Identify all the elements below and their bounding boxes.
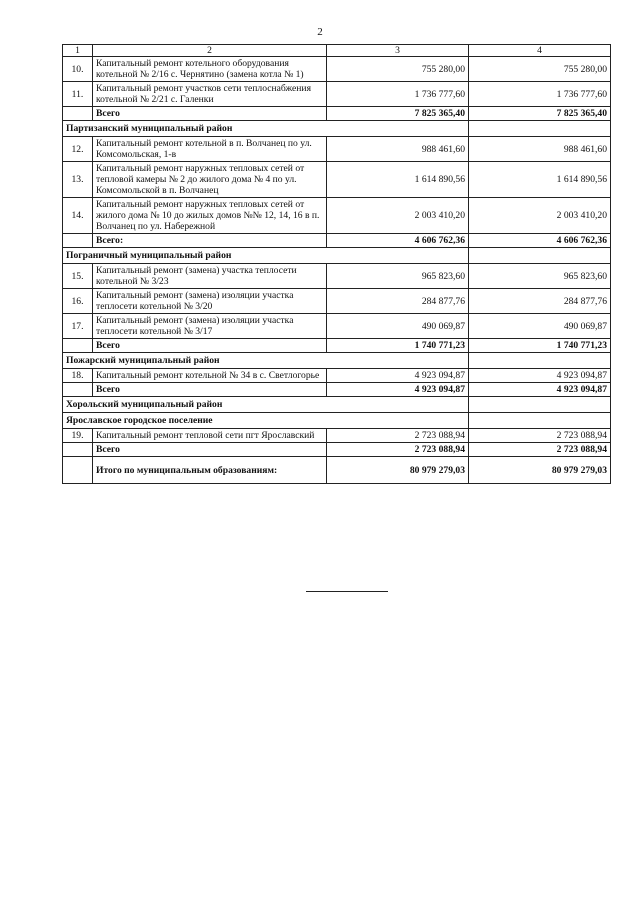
amount-col4: 988 461,60 xyxy=(469,137,611,162)
empty-cell xyxy=(469,397,611,413)
subtotal-row xyxy=(63,383,611,397)
total-col3: 7 825 365,40 xyxy=(327,107,469,121)
work-description: Капитальный ремонт (замена) участка теплосети котельной № 3/23 xyxy=(93,264,327,289)
table-row xyxy=(63,198,611,234)
work-description: Капитальный ремонт котельного оборудования котельной № 2/16 с. Чернятино (замена котла № 1) xyxy=(93,57,327,82)
column-header: 4 xyxy=(469,45,611,57)
row-number: 17. xyxy=(63,314,93,339)
page-number: 2 xyxy=(317,26,323,38)
amount-col4: 1 736 777,60 xyxy=(469,82,611,107)
amount-col3: 2 003 410,20 xyxy=(327,198,469,234)
amount-col4: 2 003 410,20 xyxy=(469,198,611,234)
row-number: 13. xyxy=(63,162,93,198)
subtotal-row xyxy=(63,107,611,121)
table-row xyxy=(63,162,611,198)
work-description: Капитальный ремонт котельной № 34 в с. Светлогорье xyxy=(93,369,327,383)
amount-col3: 284 877,76 xyxy=(327,289,469,314)
row-number: 18. xyxy=(63,369,93,383)
empty-cell xyxy=(63,339,93,353)
table-row xyxy=(63,369,611,383)
total-col4: 4 923 094,87 xyxy=(469,383,611,397)
table-row xyxy=(63,429,611,443)
total-col4: 7 825 365,40 xyxy=(469,107,611,121)
amount-col3: 988 461,60 xyxy=(327,137,469,162)
total-col3: 2 723 088,94 xyxy=(327,443,469,457)
row-number: 16. xyxy=(63,289,93,314)
amount-col4: 965 823,60 xyxy=(469,264,611,289)
work-description: Капитальный ремонт наружных тепловых сетей от тепловой камеры № 2 до жилого дома № 4 по ул. Комсомольской в п. Волчанец xyxy=(93,162,327,198)
table-body xyxy=(63,45,611,484)
row-number: 15. xyxy=(63,264,93,289)
total-label: Всего: xyxy=(93,234,327,248)
amount-col4: 490 069,87 xyxy=(469,314,611,339)
amount-col3: 2 723 088,94 xyxy=(327,429,469,443)
section-heading: Пожарский муниципальный район xyxy=(63,353,469,369)
empty-cell xyxy=(63,457,93,484)
empty-cell xyxy=(63,234,93,248)
amount-col3: 1 614 890,56 xyxy=(327,162,469,198)
work-description: Капитальный ремонт (замена) изоляции участка теплосети котельной № 3/17 xyxy=(93,314,327,339)
amount-col3: 755 280,00 xyxy=(327,57,469,82)
row-number: 19. xyxy=(63,429,93,443)
empty-cell xyxy=(469,353,611,369)
work-description: Капитальный ремонт тепловой сети пгт Ярославский xyxy=(93,429,327,443)
amount-col4: 4 923 094,87 xyxy=(469,369,611,383)
grand-total-row xyxy=(63,457,611,484)
total-col3: 4 923 094,87 xyxy=(327,383,469,397)
total-label: Итого по муниципальным образованиям: xyxy=(93,457,327,484)
total-col3: 4 606 762,36 xyxy=(327,234,469,248)
subtotal-row xyxy=(63,234,611,248)
column-header: 2 xyxy=(93,45,327,57)
end-divider-line xyxy=(306,591,388,592)
total-col4: 2 723 088,94 xyxy=(469,443,611,457)
row-number: 10. xyxy=(63,57,93,82)
work-description: Капитальный ремонт наружных тепловых сетей от жилого дома № 10 до жилых домов №№ 12, 14, 16 в п. Волчанец по ул. Набережной xyxy=(93,198,327,234)
amount-col4: 1 614 890,56 xyxy=(469,162,611,198)
work-description: Капитальный ремонт участков сети теплоснабжения котельной № 2/21 с. Галенки xyxy=(93,82,327,107)
total-label: Всего xyxy=(93,383,327,397)
section-heading: Ярославское городское поселение xyxy=(63,413,469,429)
amount-col4: 284 877,76 xyxy=(469,289,611,314)
column-header: 1 xyxy=(63,45,93,57)
total-label: Всего xyxy=(93,339,327,353)
total-col4: 80 979 279,03 xyxy=(469,457,611,484)
section-heading: Пограничный муниципальный район xyxy=(63,248,469,264)
section-heading-row xyxy=(63,397,611,413)
table-row xyxy=(63,314,611,339)
empty-cell xyxy=(469,121,611,137)
amount-col4: 755 280,00 xyxy=(469,57,611,82)
amount-col3: 965 823,60 xyxy=(327,264,469,289)
empty-cell xyxy=(63,383,93,397)
table-row xyxy=(63,137,611,162)
subtotal-row xyxy=(63,443,611,457)
total-col4: 4 606 762,36 xyxy=(469,234,611,248)
total-col3: 1 740 771,23 xyxy=(327,339,469,353)
table-row xyxy=(63,57,611,82)
total-col4: 1 740 771,23 xyxy=(469,339,611,353)
section-heading-row xyxy=(63,248,611,264)
total-col3: 80 979 279,03 xyxy=(327,457,469,484)
subtotal-row xyxy=(63,339,611,353)
section-heading-row xyxy=(63,353,611,369)
empty-cell xyxy=(63,107,93,121)
column-header: 3 xyxy=(327,45,469,57)
table-row xyxy=(63,264,611,289)
total-label: Всего xyxy=(93,107,327,121)
empty-cell xyxy=(63,443,93,457)
row-number: 12. xyxy=(63,137,93,162)
amount-col3: 4 923 094,87 xyxy=(327,369,469,383)
budget-table xyxy=(62,44,611,484)
row-number: 14. xyxy=(63,198,93,234)
amount-col3: 490 069,87 xyxy=(327,314,469,339)
table-row xyxy=(63,82,611,107)
section-heading-row xyxy=(63,121,611,137)
row-number: 11. xyxy=(63,82,93,107)
section-heading: Хорольский муниципальный район xyxy=(63,397,469,413)
work-description: Капитальный ремонт (замена) изоляции участка теплосети котельной № 3/20 xyxy=(93,289,327,314)
table-row xyxy=(63,289,611,314)
table-header-row xyxy=(63,45,611,57)
section-heading-row xyxy=(63,413,611,429)
empty-cell xyxy=(469,413,611,429)
total-label: Всего xyxy=(93,443,327,457)
section-heading: Партизанский муниципальный район xyxy=(63,121,469,137)
amount-col4: 2 723 088,94 xyxy=(469,429,611,443)
amount-col3: 1 736 777,60 xyxy=(327,82,469,107)
work-description: Капитальный ремонт котельной в п. Волчанец по ул. Комсомольская, 1-в xyxy=(93,137,327,162)
empty-cell xyxy=(469,248,611,264)
